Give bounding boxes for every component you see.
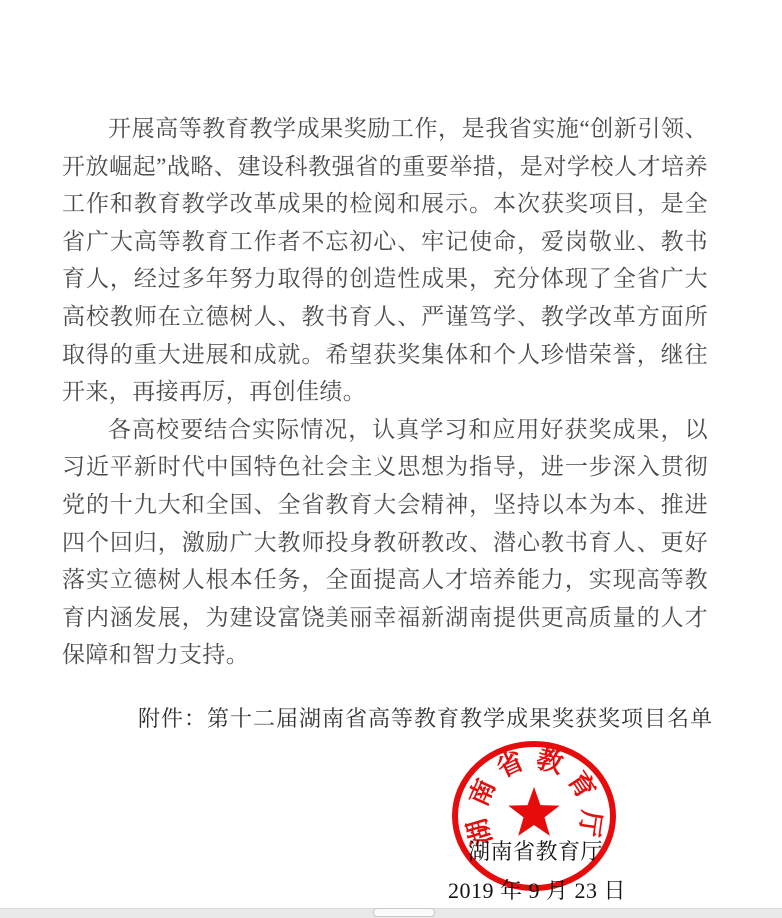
document-date: 2019 年 9 月 23 日 — [448, 878, 627, 903]
paragraph-award-significance: 开展高等教育教学成果奖励工作，是我省实施“创新引领、开放崛起”战略、建设科教强省的重要举措，是对学校人才培养工作和教育教学改革成果的检阅和展示。本次获奖项目，是全省广大高等教育工作者不忘初心、牢记使命，爱岗敬业、教书育人，经过多年努力取得的创造性成果，充分体现了全省广大高校教师在立德树人、教书育人、严谨笃学、教学改革方面所取得的重大进展和成就。希望获奖集体和个人珍惜荣誉，继往开来，再接再厉，再创佳绩。 — [62, 116, 708, 405]
red-star-icon — [508, 787, 559, 836]
horizontal-scrollbar-thumb[interactable] — [373, 908, 435, 917]
paragraph-call-to-action: 各高校要结合实际情况，认真学习和应用好获奖成果，以习近平新时代中国特色社会主义思想为指导，进一步深入贯彻党的十九大和全国、全省教育大会精神，坚持以本为本、推进四个回归，激励广大教师投身教研教改、潜心教书育人、更好落实立德树人根本任务，全面提高人才培养能力，实现高等教育内涵发展，为建设富饶美丽幸福新湖南提供更高质量的人才保障和智力支持。 — [62, 416, 708, 668]
issuing-authority-signature: 湖南省教育厅 — [468, 839, 604, 864]
attachment-reference-line: 附件：第十二届湖南省高等教育教学成果奖获奖项目名单 — [138, 706, 714, 731]
official-seal-stamp — [449, 737, 619, 895]
document-body — [62, 110, 708, 674]
seal-arc-text: 湖南省教育厅 — [462, 744, 607, 849]
